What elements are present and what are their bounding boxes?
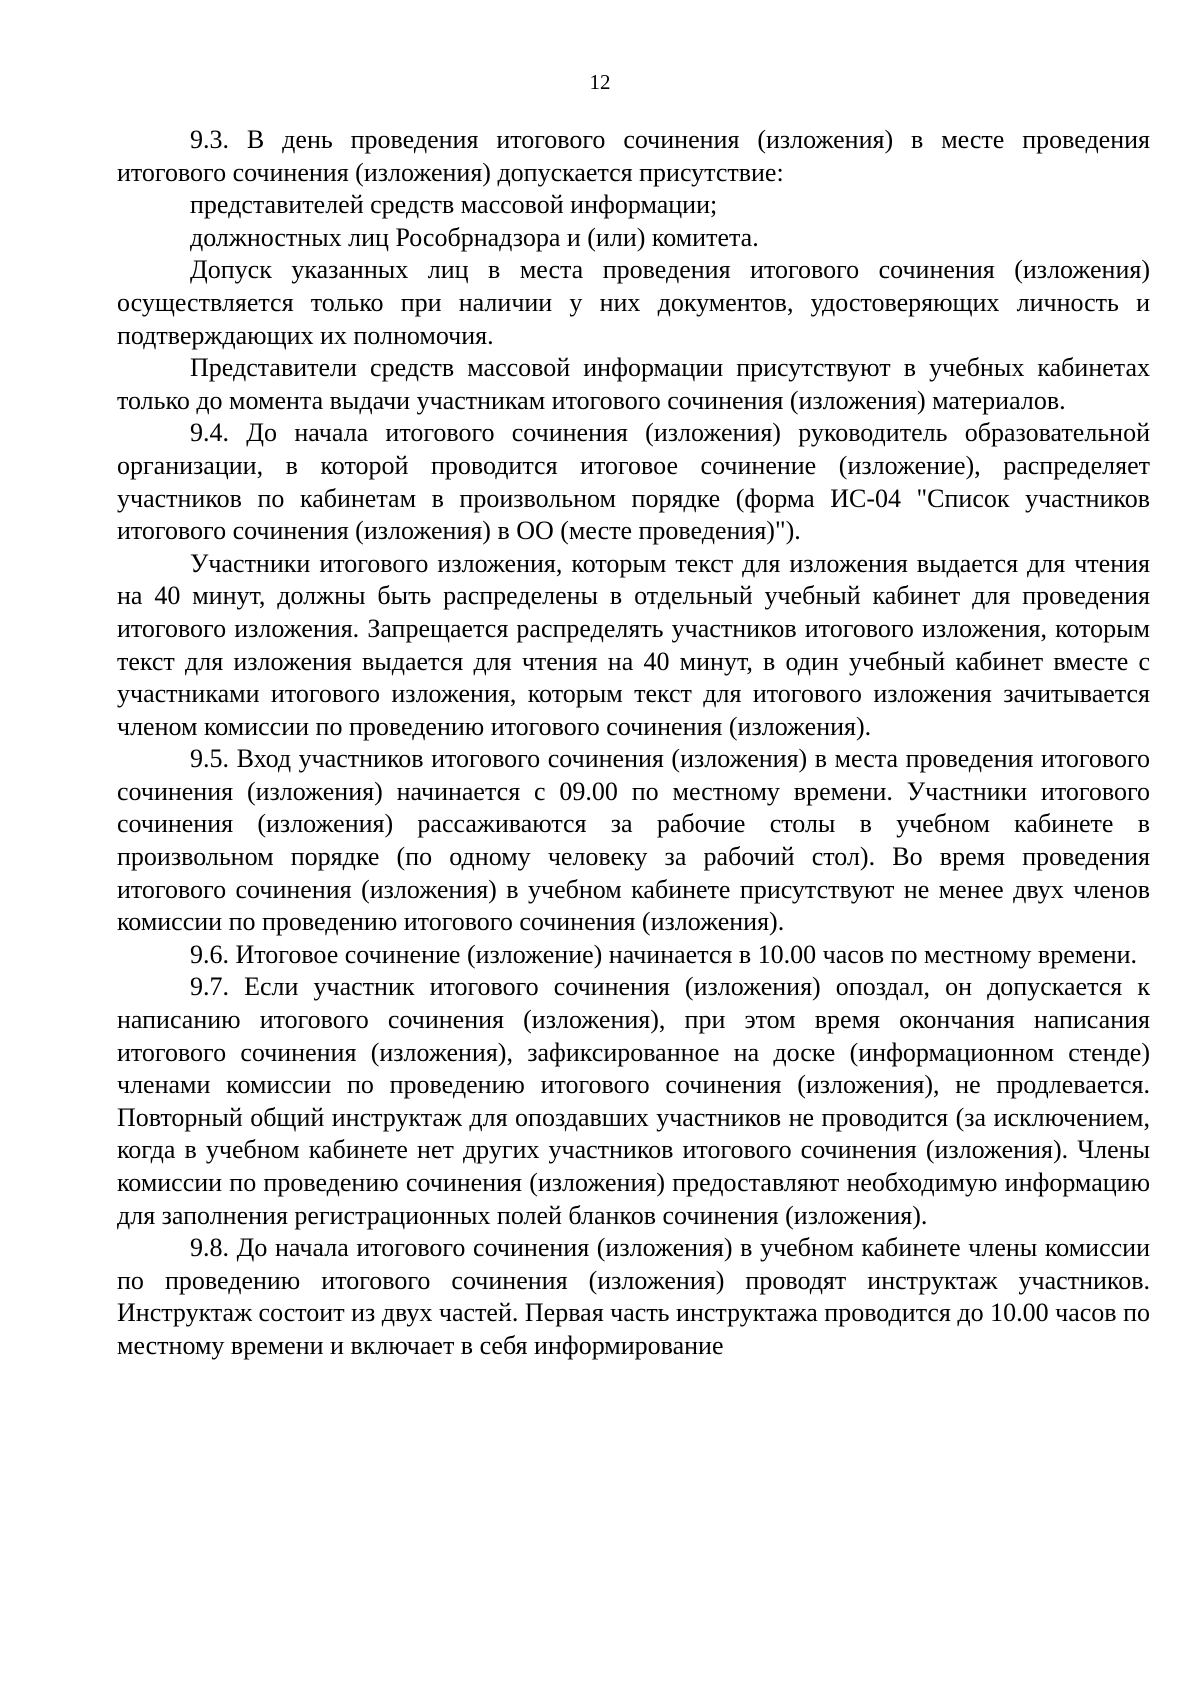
paragraph-list-item-media: представителей средств массовой информации; [190,190,718,220]
paragraph-list-item-officials: должностных лиц Рособрнадзора и (или) комитета. [190,222,759,252]
paragraph-9-4: 9.4. До начала итогового сочинения (изложения) руководитель образовательной организации, в которой проводится итоговое сочинение (изложение), распределяет участников по кабинетам в произвольном порядке (форма ИС-04 "Список участников итогового сочинения (изложения) в ОО (месте проведения)"). [117,418,1150,546]
paragraph-9-6: 9.6. Итоговое сочинение (изложение) начинается в 10.00 часов по местному времени. [190,939,1138,969]
paragraph-9-5: 9.5. Вход участников итогового сочинения (изложения) в места проведения итогового сочинения (изложения) начинается с 09.00 по местному времени. Участники итогового сочинения (изложения) рассаживаются за рабочие столы в учебном кабинете в произвольном порядке (по одному человеку за рабочий стол). Во время проведения итогового сочинения (изложения) в учебном кабинете присутствуют не менее двух членов комиссии по проведению итогового сочинения (изложения). [117,744,1150,937]
paragraph-presentation-participants: Участники итогового изложения, которым текст для изложения выдается для чтения на 40 минут, должны быть распределены в отдельный учебный кабинет для проведения итогового изложения. Запрещается распределять участников итогового изложения, которым текст для изложения выдается для чтения на 40 минут, в один учебный кабинет вместе с участниками итогового изложения, которым текст для итогового изложения зачитывается членом комиссии по проведению итогового сочинения (изложения). [117,548,1150,741]
paragraph-media-presence: Представители средств массовой информации присутствуют в учебных кабинетах только до момента выдачи участникам итогового сочинения (изложения) материалов. [117,353,1150,415]
paragraph-9-3: 9.3. В день проведения итогового сочинения (изложения) в месте проведения итогового сочинения (изложения) допускается присутствие: [117,125,1150,187]
paragraph-admission: Допуск указанных лиц в места проведения итогового сочинения (изложения) осуществляется только при наличии у них документов, удостоверяющих личность и подтверждающих их полномочия. [117,255,1150,350]
page-number: 12 [589,70,611,94]
paragraph-9-8: 9.8. До начала итогового сочинения (изложения) в учебном кабинете члены комиссии по проведению итогового сочинения (изложения) проводят инструктаж участников. Инструктаж состоит из двух частей. Первая часть инструктажа проводится до 10.00 часов по местному времени и включает в себя информирование [117,1233,1150,1360]
paragraph-9-7: 9.7. Если участник итогового сочинения (изложения) опоздал, он допускается к написанию итогового сочинения (изложения), при этом время окончания написания итогового сочинения (изложения), зафиксированное на доске (информационном стенде) членами комиссии по проведению итогового сочинения (изложения), не продлевается. Повторный общий инструктаж для опоздавших участников не проводится (за исключением, когда в учебном кабинете нет других участников итогового сочинения (изложения). Члены комиссии по проведению сочинения (изложения) предоставляют необходимую информацию для заполнения регистрационных полей бланков сочинения (изложения). [117,972,1150,1230]
body-text [117,124,1150,1363]
